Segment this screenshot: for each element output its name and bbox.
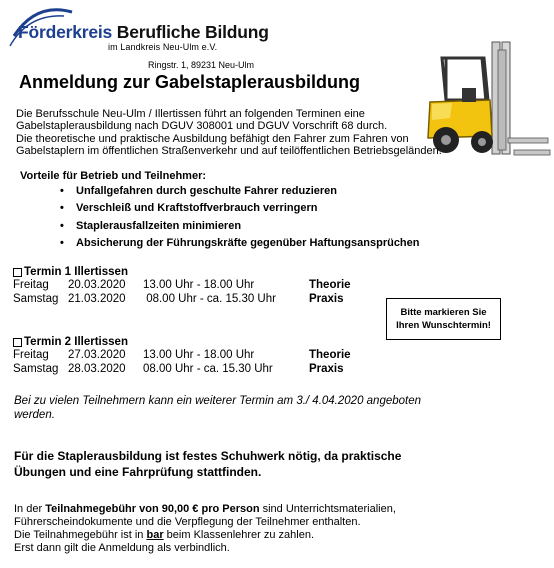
fee-amount: Teilnahmegebühr von 90,00 € pro Person: [45, 503, 260, 515]
table-row: [13, 348, 373, 362]
term-date: 21.03.2020: [68, 293, 126, 305]
notice-box: [386, 298, 501, 340]
term-1-heading: [13, 266, 373, 278]
advantages-heading: Vorteile für Betrieb und Teilnehmer:: [20, 170, 207, 182]
intro-line: Die Berufsschule Neu-Ulm / Illertissen führt an folgenden Terminen eine: [16, 108, 365, 120]
term-day: Samstag: [13, 363, 59, 375]
term-1-title: Termin 1 Illertissen: [24, 266, 128, 278]
fee-text: In der: [14, 503, 46, 515]
advantage-text: Staplerausfallzeiten minimieren: [76, 219, 242, 232]
advantages-list: [60, 183, 420, 252]
term-type: Theorie: [309, 349, 351, 361]
list-item: [60, 235, 420, 252]
bullet: •: [60, 202, 64, 215]
term-time: 13.00 Uhr - 18.00 Uhr: [143, 349, 255, 361]
term-date: 28.03.2020: [68, 363, 126, 375]
term-day: Samstag: [13, 293, 59, 305]
term-date: 27.03.2020: [68, 349, 126, 361]
term-type: Praxis: [309, 363, 344, 375]
list-item: [60, 218, 420, 235]
logo-name-part1: Förderkreis: [18, 22, 113, 42]
table-row: [13, 362, 373, 376]
advantage-text: Unfallgefahren durch geschulte Fahrer reduzieren: [76, 185, 338, 197]
term-block-1: [13, 266, 373, 306]
footwear-note: Für die Staplerausbildung ist festes Schuhwerk nötig, da praktische Übungen und eine Fahrprüfung stattfinden.: [14, 449, 402, 479]
intro-paragraph: [16, 108, 456, 157]
logo-address: Ringstr. 1, 89231 Neu-Ulm: [148, 60, 255, 70]
bullet: •: [60, 219, 64, 232]
fee-line-4: Erst dann gilt die Anmeldung als verbindlich.: [14, 542, 230, 554]
bullet: •: [60, 236, 64, 249]
logo-subline: im Landkreis Neu-Ulm e.V.: [108, 42, 218, 52]
list-item: [60, 183, 420, 200]
list-item: [60, 200, 420, 217]
intro-line: Gabelstaplern im öffentlichen Straßenverkehr und auf teilöffentlichen Betriebsgeländen.: [16, 144, 442, 157]
term-time: 08.00 Uhr - ca. 15.30 Uhr: [143, 363, 273, 375]
page-title: Anmeldung zur Gabelstaplerausbildung: [19, 72, 361, 92]
term-type: Theorie: [309, 279, 351, 291]
bullet: •: [60, 185, 64, 197]
term-time: 08.00 Uhr - ca. 15.30 Uhr: [143, 293, 276, 305]
term-day: Freitag: [13, 279, 49, 291]
term-1-checkbox[interactable]: [13, 268, 22, 277]
fee-line-1: [14, 503, 454, 516]
logo-name: [18, 22, 269, 43]
intro-line: Gabelstaplerausbildung nach DGUV 308001 und DGUV Vorschrift 68 durch.: [16, 120, 388, 133]
term-2-title: Termin 2 Illertissen: [24, 336, 128, 348]
fee-text: beim Klassenlehrer zu zahlen.: [163, 529, 315, 541]
term-time: 13.00 Uhr - 18.00 Uhr: [143, 279, 255, 291]
intro-line: Die theoretische und praktische Ausbildung befähigt den Fahrer zum Fahren von: [16, 132, 409, 145]
fee-line-3: [14, 529, 454, 542]
term-type: Praxis: [309, 293, 344, 305]
term-block-2: [13, 336, 373, 376]
fee-cash: bar: [146, 529, 164, 541]
extra-term-note: Bei zu vielen Teilnehmern kann ein weiterer Termin am 3./ 4.04.2020 angeboten werden.: [14, 395, 422, 421]
fee-text: sind Unterrichtsmaterialien,: [259, 503, 396, 515]
logo-name-part2: Berufliche Bildung: [116, 22, 269, 42]
table-row: [13, 292, 373, 306]
term-day: Freitag: [13, 349, 49, 361]
fee-text: Die Teilnahmegebühr ist in: [14, 529, 147, 541]
notice-line-1: Bitte markieren Sie: [400, 307, 487, 318]
term-2-checkbox[interactable]: [13, 338, 22, 347]
fee-paragraph: [14, 503, 454, 555]
term-date: 20.03.2020: [68, 279, 126, 291]
advantage-text: Verschleiß und Kraftstoffverbrauch verringern: [76, 202, 318, 215]
fee-line-2: Führerscheindokumente und die Verpflegung der Teilnehmer enthalten.: [14, 516, 361, 528]
advantage-text: Absicherung der Führungskräfte gegenüber Haftungsansprüchen: [76, 236, 420, 249]
notice-line-2: Ihren Wunschtermin!: [396, 320, 491, 331]
table-row: [13, 278, 373, 292]
term-2-heading: [13, 336, 373, 348]
